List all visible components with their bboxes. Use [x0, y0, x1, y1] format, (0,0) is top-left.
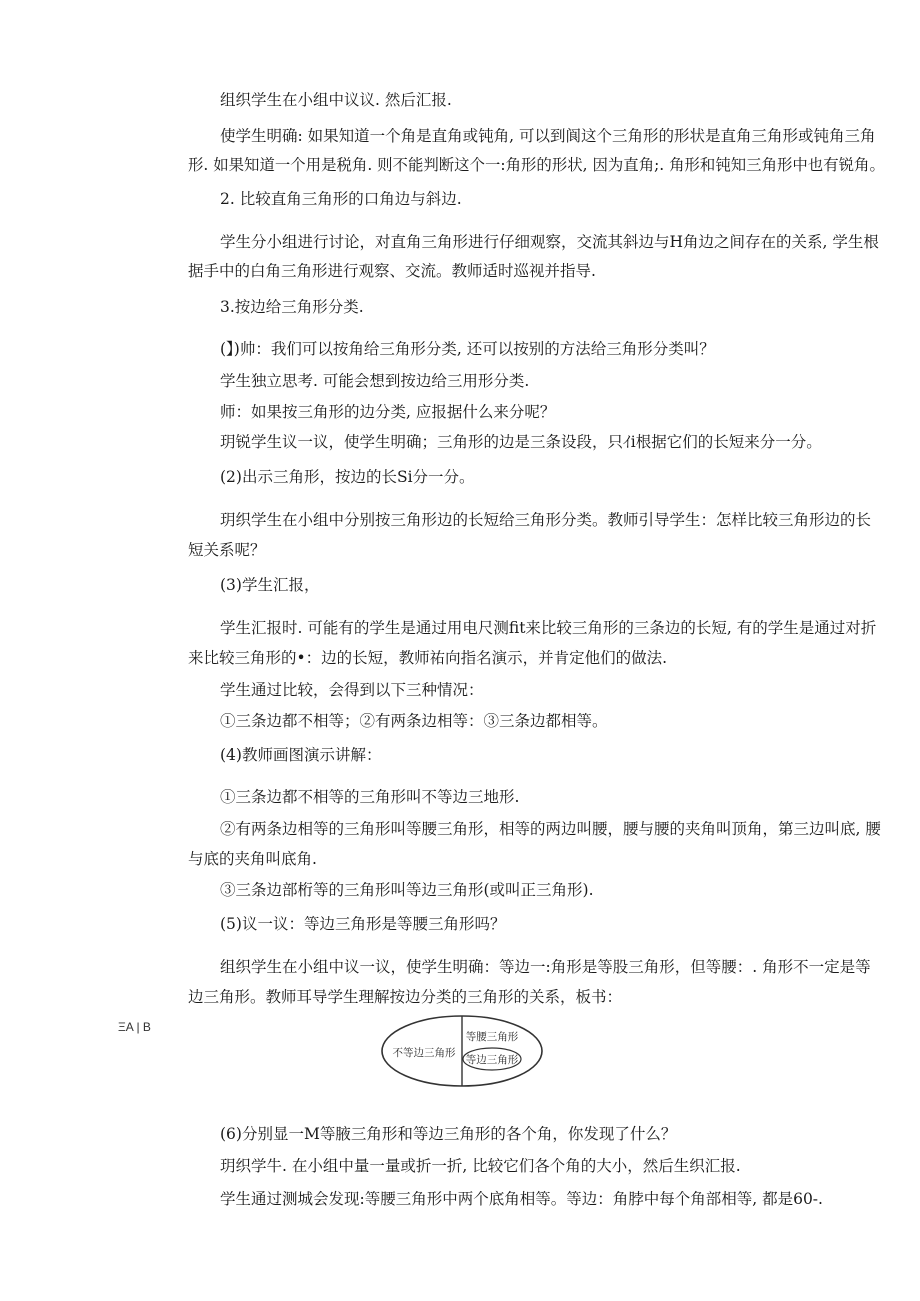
- text-line-29: 玥织学牛. 在小组中量一量或折一折, 比较它们各个角的大小，然后生织汇报.: [220, 1157, 741, 1175]
- text-line-6: 据手中的白角三角形进行观察、交流。教师适时巡视并指导.: [188, 262, 596, 280]
- equilateral-label: 等边三角形: [465, 1054, 519, 1066]
- text-line-25: (5)议一议：等边三角形是等腰三角形吗？: [220, 915, 506, 933]
- triangle-classification-diagram: [380, 1014, 545, 1089]
- text-line-3: 形. 如果知道一个用是税角. 则不能判断这个一:角形的形状, 因为直角;. 角形和钝知三角形中也有锐角。: [188, 156, 885, 174]
- text-line-13: 玥织学生在小组中分别按三角形边的长短给三角形分类。教师引导学生：怎样比较三角形边的长: [220, 511, 872, 529]
- text-line-24: ③三条边部桁等的三角形叫等边三角形(或叫正三角形).: [220, 881, 594, 899]
- text-line-23: 与底的夹角叫底角.: [188, 850, 317, 868]
- text-line-8: (】)帅：我们可以按角给三角形分类, 还可以按别的方法给三角形分类叫？: [220, 340, 715, 358]
- text-line-10: 师：如果按三角形的边分类, 应报据什么来分呢？: [220, 403, 556, 421]
- text-line-5: 学生分小组进行讨论，对直角三角形进行仔细观察，交流其斜边与H角边之间存在的关系, 学生根: [220, 233, 879, 251]
- text-line-21: ①三条边都不相等的三角形叫不等边三地形.: [220, 788, 520, 806]
- text-line-28: (6)分别显一M等腋三角形和等边三角形的各个角，你发现了什么？: [220, 1125, 677, 1143]
- text-line-20: (4)教师画图演示讲解：: [220, 746, 382, 764]
- isosceles-label: 等腰三角形: [465, 1031, 519, 1043]
- text-line-9: 学生独立思考. 可能会想到按边给三用形分类.: [220, 372, 530, 390]
- text-line-18: 学生通过比较，会得到以下三种情况：: [220, 681, 484, 699]
- margin-note: ΞA | B: [118, 1020, 151, 1034]
- text-line-2: 使学生明确: 如果知道一个角是直角或钝角, 可以到阆这个三角形的形状是直角三角形或钝角三角: [220, 127, 876, 145]
- text-line-11: 玥锐学生议一议，使学生明确；三角形的边是三条设段，只ｲi根据它们的长短来分一分。: [220, 433, 822, 451]
- text-line-26: 组织学生在小组中议一议，使学生明确：等边一:角形是等股三角形，但等腰：. 角形不一定是等: [220, 958, 871, 976]
- text-line-14: 短关系呢？: [188, 541, 266, 559]
- text-line-1: 组织学生在小组中议议. 然后汇报.: [220, 91, 452, 109]
- text-line-22: ②有两条边相等的三角形叫等腰三角形，相等的两边叫腰，腰与腰的夹角叫顶角，第三边叫底, 腰: [220, 820, 881, 838]
- text-line-30: 学生通过测城会发现:等腰三角形中两个底角相等。等边：角脖中每个角部相等, 都是60-.: [220, 1190, 823, 1208]
- text-line-16: 学生汇报时. 可能有的学生是通过用电尺测fit来比较三角形的三条边的长短, 有的学生是通过对折: [220, 619, 877, 637]
- text-line-19: ①三条边都不相等；②有两条边相等：③三条边都相等。: [220, 712, 608, 730]
- text-line-15: (3)学生汇报，: [220, 576, 320, 594]
- text-line-12: (2)出示三角形，按边的长Si分一分。: [220, 468, 475, 486]
- text-line-7: 3.按边给三角形分类.: [220, 298, 364, 316]
- text-line-17: 来比较三角形的•：边的长短，教师祐向指名演示，并肯定他们的做法.: [188, 649, 668, 667]
- text-line-27: 边三角形。教师耳导学生理解按边分类的三角形的关系，板书：: [188, 988, 623, 1006]
- scalene-label: 不等边三角形: [392, 1047, 456, 1059]
- text-line-4: 2. 比较直角三角形的口角边与斜边.: [220, 190, 462, 208]
